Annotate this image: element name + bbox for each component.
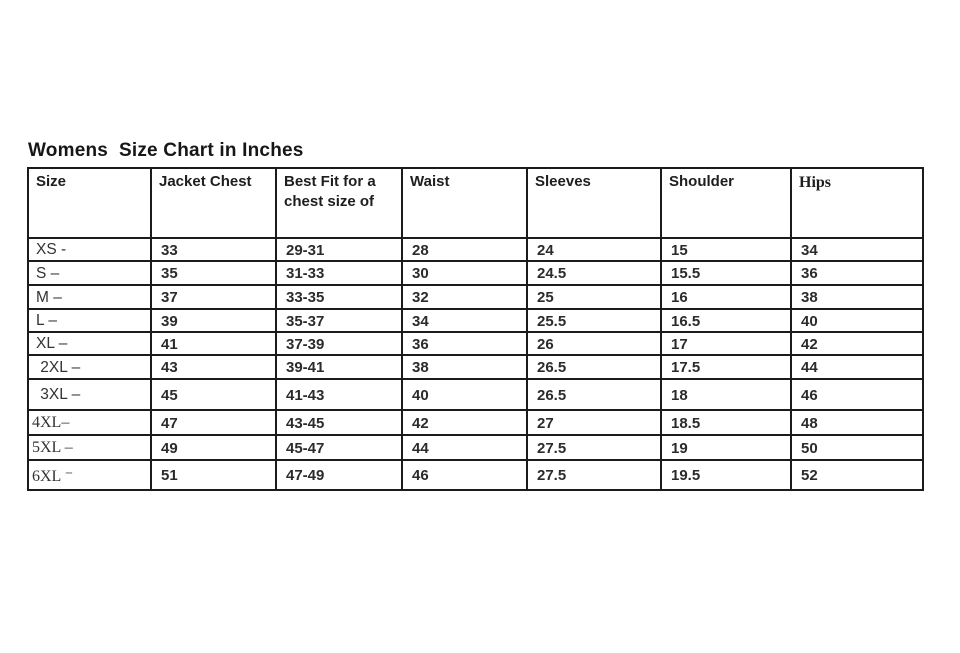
size-cell: L – — [28, 309, 151, 332]
value-cell: 46 — [791, 379, 923, 410]
value-cell: 35-37 — [276, 309, 402, 332]
value-cell: 28 — [402, 238, 527, 261]
value-cell: 47 — [151, 410, 276, 435]
value-cell: 43 — [151, 355, 276, 379]
value-cell: 49 — [151, 435, 276, 460]
value-cell: 52 — [791, 460, 923, 490]
table-row — [28, 460, 923, 490]
table-row — [28, 435, 923, 460]
value-cell: 27 — [527, 410, 661, 435]
value-cell: 15 — [661, 238, 791, 261]
value-cell: 26.5 — [527, 355, 661, 379]
table-row — [28, 261, 923, 285]
value-cell: 34 — [402, 309, 527, 332]
value-cell: 37-39 — [276, 332, 402, 355]
header-row — [28, 168, 923, 238]
value-cell: 34 — [791, 238, 923, 261]
value-cell: 42 — [402, 410, 527, 435]
value-cell: 33-35 — [276, 285, 402, 309]
value-cell: 18 — [661, 379, 791, 410]
value-cell: 45 — [151, 379, 276, 410]
value-cell: 41 — [151, 332, 276, 355]
value-cell: 50 — [791, 435, 923, 460]
value-cell: 40 — [402, 379, 527, 410]
table-row — [28, 285, 923, 309]
table-row — [28, 355, 923, 379]
value-cell: 44 — [791, 355, 923, 379]
value-cell: 19.5 — [661, 460, 791, 490]
column-header-best-fit-for-a-chest-size-of: Best Fit for a chest size of — [276, 168, 402, 238]
table-body — [28, 238, 923, 490]
size-cell: M – — [28, 285, 151, 309]
value-cell: 16 — [661, 285, 791, 309]
value-cell: 17 — [661, 332, 791, 355]
value-cell: 37 — [151, 285, 276, 309]
value-cell: 42 — [791, 332, 923, 355]
value-cell: 36 — [791, 261, 923, 285]
table-row — [28, 379, 923, 410]
table-row — [28, 309, 923, 332]
value-cell: 39-41 — [276, 355, 402, 379]
value-cell: 25.5 — [527, 309, 661, 332]
value-cell: 43-45 — [276, 410, 402, 435]
value-cell: 26 — [527, 332, 661, 355]
value-cell: 40 — [791, 309, 923, 332]
size-cell: 2XL – — [28, 355, 151, 379]
value-cell: 19 — [661, 435, 791, 460]
value-cell: 25 — [527, 285, 661, 309]
value-cell: 30 — [402, 261, 527, 285]
value-cell: 46 — [402, 460, 527, 490]
value-cell: 29-31 — [276, 238, 402, 261]
value-cell: 17.5 — [661, 355, 791, 379]
value-cell: 26.5 — [527, 379, 661, 410]
value-cell: 31-33 — [276, 261, 402, 285]
value-cell: 47-49 — [276, 460, 402, 490]
column-header-hips: Hips — [791, 168, 923, 238]
value-cell: 38 — [402, 355, 527, 379]
table-row — [28, 332, 923, 355]
value-cell: 48 — [791, 410, 923, 435]
value-cell: 41-43 — [276, 379, 402, 410]
value-cell: 32 — [402, 285, 527, 309]
value-cell: 16.5 — [661, 309, 791, 332]
size-cell: 4XL– — [28, 410, 151, 435]
value-cell: 33 — [151, 238, 276, 261]
value-cell: 45-47 — [276, 435, 402, 460]
value-cell: 18.5 — [661, 410, 791, 435]
page-title: Womens Size Chart in Inches — [28, 140, 304, 161]
column-header-jacket-chest: Jacket Chest — [151, 168, 276, 238]
table-header — [28, 168, 923, 238]
value-cell: 35 — [151, 261, 276, 285]
value-cell: 36 — [402, 332, 527, 355]
value-cell: 44 — [402, 435, 527, 460]
size-chart-table — [27, 167, 924, 491]
column-header-sleeves: Sleeves — [527, 168, 661, 238]
size-cell: 5XL – — [28, 435, 151, 460]
value-cell: 51 — [151, 460, 276, 490]
size-chart-container — [27, 167, 924, 491]
column-header-waist: Waist — [402, 168, 527, 238]
value-cell: 24 — [527, 238, 661, 261]
value-cell: 38 — [791, 285, 923, 309]
value-cell: 27.5 — [527, 435, 661, 460]
value-cell: 24.5 — [527, 261, 661, 285]
value-cell: 27.5 — [527, 460, 661, 490]
value-cell: 15.5 — [661, 261, 791, 285]
column-header-size: Size — [28, 168, 151, 238]
size-cell: S – — [28, 261, 151, 285]
size-cell: 6XL ⁻ — [28, 460, 151, 490]
size-cell: XL – — [28, 332, 151, 355]
table-row — [28, 238, 923, 261]
table-row — [28, 410, 923, 435]
column-header-shoulder: Shoulder — [661, 168, 791, 238]
size-cell: XS - — [28, 238, 151, 261]
value-cell: 39 — [151, 309, 276, 332]
size-cell: 3XL – — [28, 379, 151, 410]
